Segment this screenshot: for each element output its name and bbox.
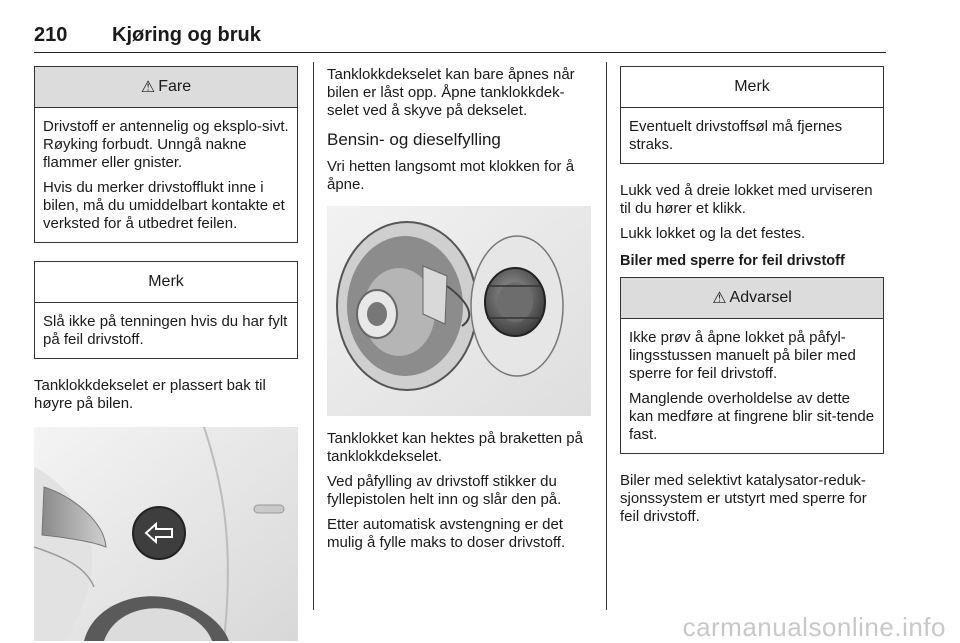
fuel-cap-illustration — [327, 206, 591, 416]
danger-text: Drivstoff er antennelig og eksplo-sivt. Røyking forbudt. Unngå nakne flammer eller gnister. — [43, 118, 289, 171]
warning-triangle-icon: ⚠ — [140, 79, 156, 96]
column-3 — [620, 66, 884, 533]
column-divider — [606, 62, 607, 610]
page-number: 210 — [34, 24, 68, 46]
body-paragraph: Biler med selektivt katalysator-reduk-sjonssystem er utstyrt med sperre for feil drivstoff. — [620, 472, 867, 525]
danger-box — [34, 66, 298, 243]
danger-box-header — [35, 67, 297, 108]
chapter-title: Kjøring og bruk — [112, 24, 261, 46]
danger-text: Hvis du merker drivstofflukt inne i bilen, må du umiddelbart kontakte et verksted for å utbedret feilen. — [43, 179, 285, 232]
warning-text: Manglende overholdelse av dette kan medføre at fingrene blir sit-tende fast. — [629, 390, 875, 443]
note-text: Eventuelt drivstoffsøl må fjernes straks. — [629, 118, 843, 153]
danger-box-title: Fare — [158, 78, 192, 95]
note-text: Slå ikke på tenningen hvis du har fylt på feil drivstoff. — [43, 313, 288, 348]
subheading: Biler med sperre for feil drivstoff — [620, 253, 845, 269]
body-paragraph: Vri hetten langsomt mot klokken for å åpne. — [327, 158, 575, 193]
note-box-header — [35, 262, 297, 303]
warning-triangle-icon: ⚠ — [712, 290, 727, 307]
body-paragraph: Tanklokkdekselet kan bare åpnes når bilen er låst opp. Åpne tanklokkdek-selet ved å skyve på dekselet. — [327, 66, 575, 119]
warning-text: Ikke prøv å åpne lokket på påfyl-lingsstussen manuelt på biler med sperre for feil drivstoff. — [629, 329, 856, 382]
column-divider — [313, 62, 314, 610]
note-box-title: Merk — [734, 78, 770, 95]
watermark: carmanualsonline.info — [682, 612, 946, 642]
note-box-title: Merk — [148, 273, 184, 290]
body-paragraph: Lukk lokket og la det festes. — [620, 225, 806, 242]
body-paragraph: Lukk ved å dreie lokket med urviseren til du hører et klikk. — [620, 182, 873, 217]
section-heading: Bensin- og dieselfylling — [327, 130, 501, 149]
warning-box — [620, 277, 884, 454]
column-2 — [327, 66, 591, 559]
warning-box-title: Advarsel — [729, 289, 792, 306]
body-paragraph: Tanklokket kan hektes på braketten på tanklokkdekselet. — [327, 430, 583, 465]
note-box — [620, 66, 884, 164]
note-box-header — [621, 67, 883, 108]
body-paragraph: Ved påfylling av drivstoff stikker du fyllepistolen helt inn og slår den på. — [327, 473, 562, 508]
column-1 — [34, 66, 298, 641]
note-box — [34, 261, 298, 359]
page-header — [34, 24, 886, 53]
body-paragraph: Etter automatisk avstengning er det mulig å fylle maks to doser drivstoff. — [327, 516, 566, 551]
car-rear-illustration — [34, 427, 298, 641]
warning-box-header — [621, 278, 883, 319]
body-paragraph: Tanklokkdekselet er plassert bak til høyre på bilen. — [34, 377, 266, 412]
